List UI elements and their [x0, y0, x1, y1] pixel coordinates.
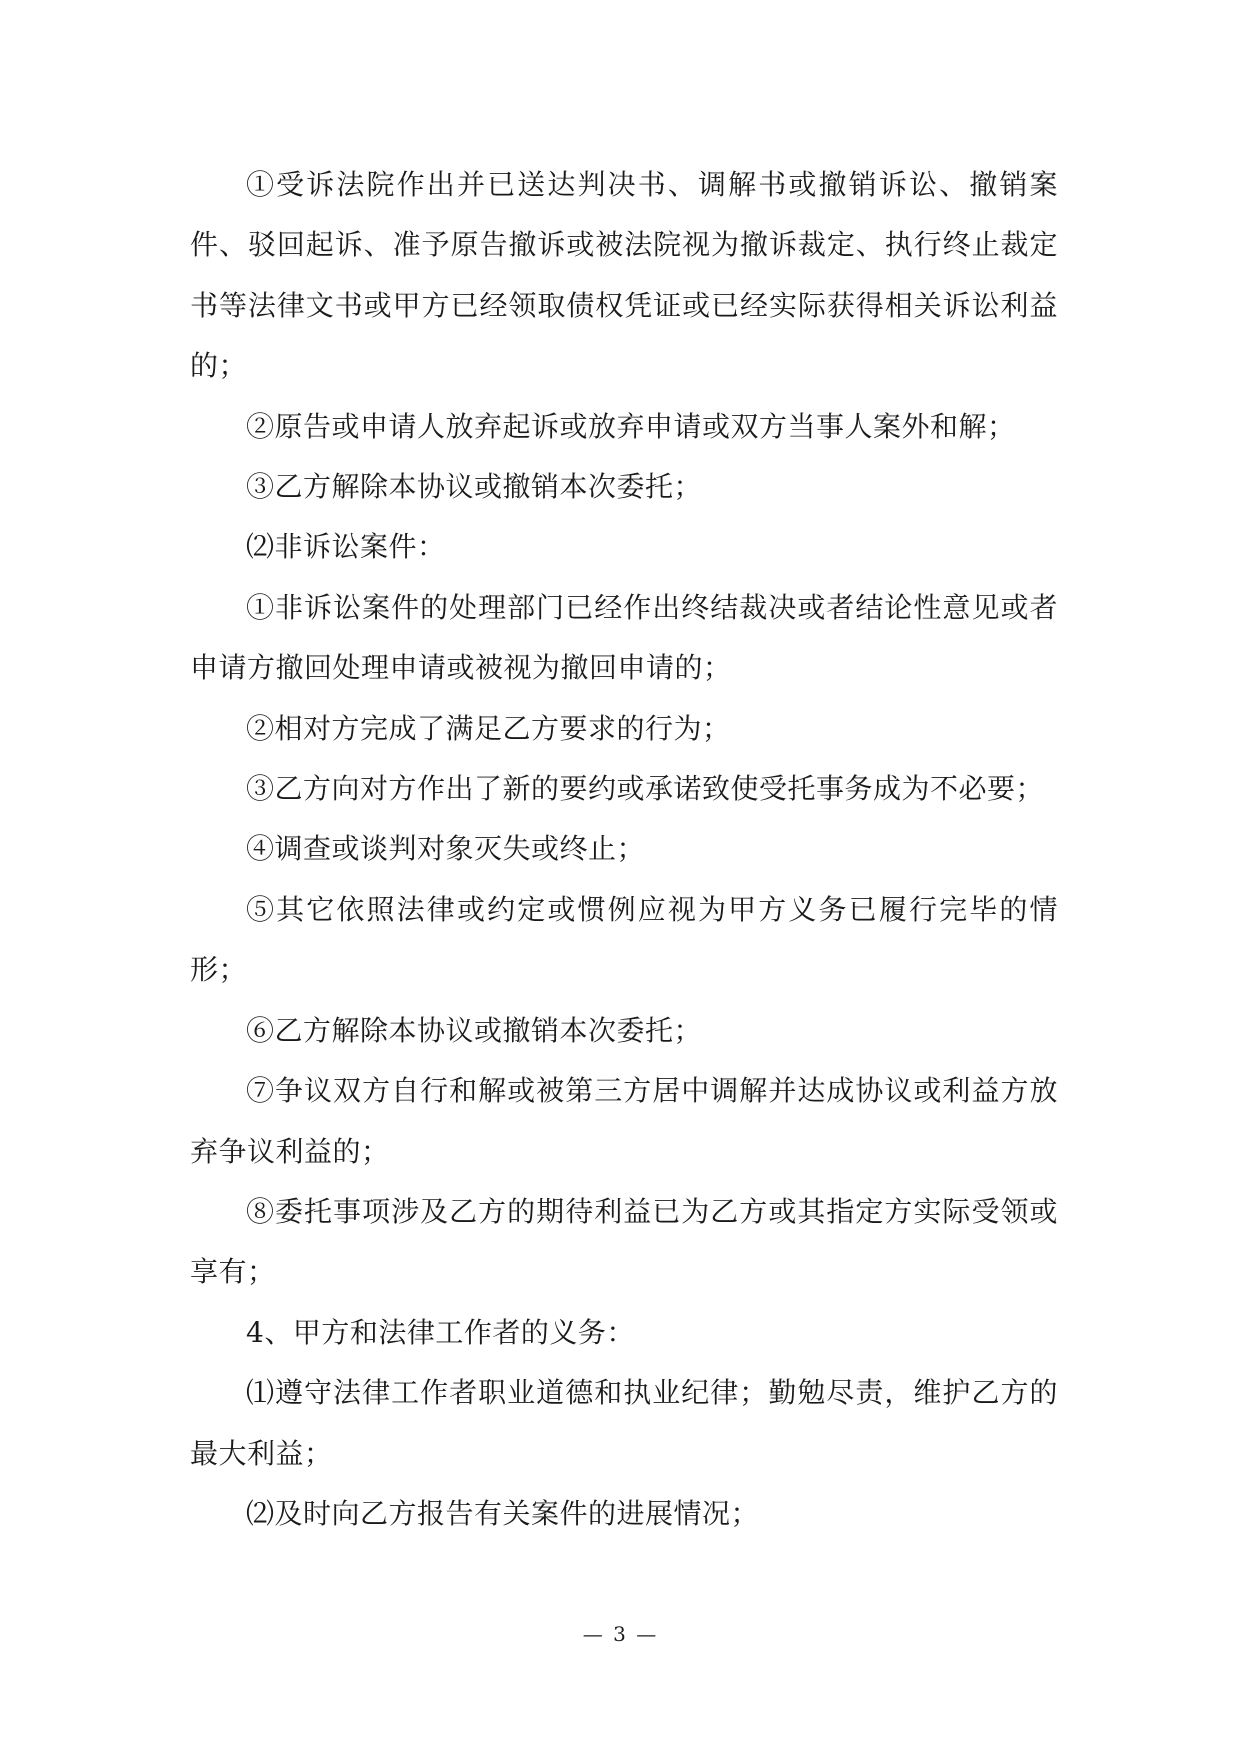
paragraph: ④调查或谈判对象灭失或终止； — [246, 832, 646, 866]
paragraph: ⑦争议双方自行和解或被第三方居中调解并达成协议或利益方放弃争议利益的； — [190, 1074, 1058, 1168]
paragraph: ③乙方解除本协议或撤销本次委托； — [246, 470, 703, 504]
paragraph: ②相对方完成了满足乙方要求的行为； — [246, 711, 731, 745]
paragraph: ⑵非诉讼案件： — [246, 530, 446, 564]
paragraph: ⑵及时向乙方报告有关案件的进展情况； — [246, 1496, 760, 1530]
paragraph: ③乙方向对方作出了新的要约或承诺致使受托事务成为不必要； — [246, 772, 1045, 806]
paragraph: ⑤其它依照法律或约定或惯例应视为甲方义务已履行完毕的情形； — [190, 892, 1058, 987]
document-body — [190, 155, 1058, 1544]
paragraph: ①非诉讼案件的处理部门已经作出终结裁决或者结论性意见或者申请方撤回处理申请或被视为撤回申请的； — [190, 590, 1058, 685]
paragraph: 4、甲方和法律工作者的义务： — [246, 1315, 635, 1349]
page-number: — 3 — — [582, 1622, 659, 1646]
paragraph: ②原告或申请人放弃起诉或放弃申请或双方当事人案外和解； — [246, 409, 1016, 443]
paragraph: ⑥乙方解除本协议或撤销本次委托； — [246, 1013, 703, 1047]
paragraph: ⑧委托事项涉及乙方的期待利益已为乙方或其指定方实际受领或享有； — [190, 1194, 1058, 1289]
paragraph: ①受诉法院作出并已送达判决书、调解书或撤销诉讼、撤销案件、驳回起诉、准予原告撤诉或被法院视为撤诉裁定、执行终止裁定书等法律文书或甲方已经领取债权凭证或已经实际获得相关诉讼利益的； — [190, 168, 1058, 383]
paragraph: ⑴遵守法律工作者职业道德和执业纪律；勤勉尽责，维护乙方的最大利益； — [190, 1376, 1058, 1470]
